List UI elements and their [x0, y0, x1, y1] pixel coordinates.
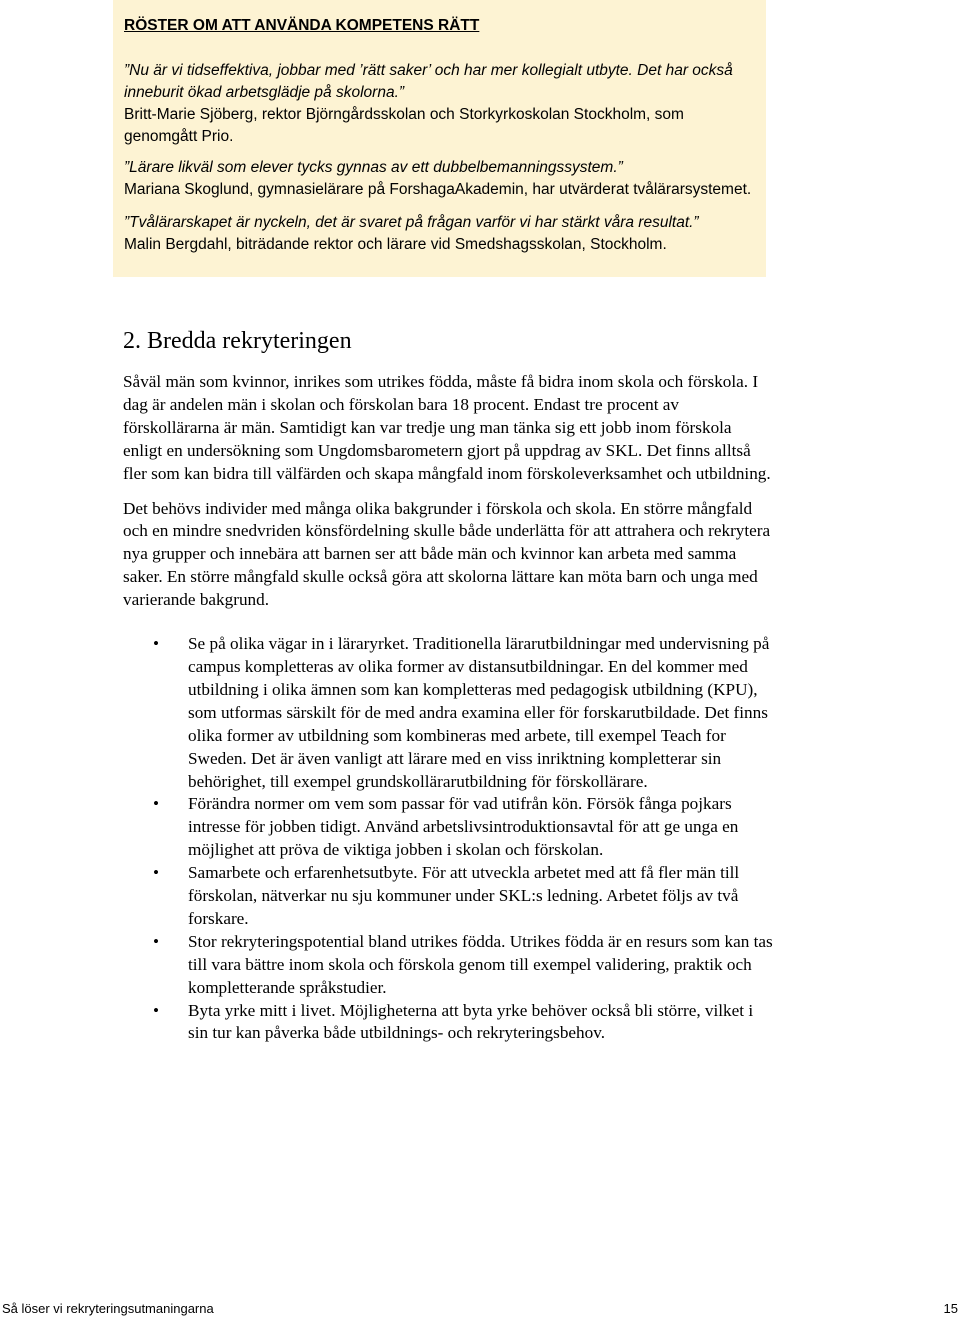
quote-item [124, 212, 756, 256]
bullet-icon: • [153, 794, 160, 814]
body-paragraph: Såväl män som kvinnor, inrikes som utrikes födda, måste få bidra inom skola och förskola. I dag är andelen män i skolan och förskolan bara 18 procent. Endast tre procent av förskollärarna är män. Samtidigt kan var tredje ung man tänka sig ett jobb inom förskola enligt en undersökning som Ungdomsbarometern gjort på uppdrag av SKL. Det finns alltså fler som kan bidra till välfärden och skapa mångfald inom förskoleverksamhet och utbildning. [123, 372, 771, 483]
quote-text: ”Nu är vi tidseffektiva, jobbar med ’rätt saker’ och har mer kollegialt utbyte. Det har också inneburit ökad arbetsglädje på skolorna.” [124, 62, 733, 101]
list-item-text: Byta yrke mitt i livet. Möjligheterna att byta yrke behöver också bli större, vilket i sin tur kan påverka både utbildnings- och rekryteringsbehov. [188, 1000, 754, 1043]
list-item-text: Se på olika vägar in i läraryrket. Traditionella lärarutbildningar med undervisning på campus kompletteras av olika former av distansutbildningar. En del kommer med utbildning i olika ämnen som kan kompletteras med pedagogisk utbildning (KPU), som utformas särskilt för de med andra examina eller för forskarutbildade. Det finns olika former av utbildning som kombineras med arbete, till exempel Teach for Sweden. Det är även vanligt att lärare med en viss inriktning kompletterar sin behörighet, till exempel grundskollärarutbildning för förskollärare. [188, 634, 770, 791]
page-footer [0, 1300, 960, 1317]
quote-text: ”Lärare likväl som elever tycks gynnas av ett dubbelbemanningssystem.” [124, 159, 623, 176]
quote-attribution: Malin Bergdahl, biträdande rektor och lärare vid Smedshagsskolan, Stockholm. [124, 236, 667, 253]
bullet-icon: • [153, 634, 160, 654]
footer-title: Så löser vi rekryteringsutmaningarna [2, 1301, 214, 1316]
quote-attribution: Britt-Marie Sjöberg, rektor Björngårdsskolan och Storkyrkoskolan Stockholm, som genomgått Prio. [124, 106, 684, 145]
quote-item [124, 157, 756, 201]
quote-attribution: Mariana Skoglund, gymnasielärare på ForshagaAkademin, har utvärderat tvålärarsystemet. [124, 181, 752, 198]
list-item [122, 633, 773, 793]
list-item-text: Samarbete och erfarenhetsutbyte. För att utveckla arbetet med att få fler män till förskolan, nätverkar nu sju kommuner under SKL:s ledning. Arbetet följs av två forskare. [188, 863, 740, 928]
list-item-text: Stor rekryteringspotential bland utrikes födda. Utrikes födda är en resurs som kan tas till vara bättre inom skola och förskola genom till exempel validering, praktik och kompletterande språkstudier. [188, 931, 773, 997]
bullet-list [123, 633, 773, 1045]
body-paragraph: Det behövs individer med många olika bakgrunder i förskola och skola. En större mångfald och en mindre snedvriden könsfördelning skulle både underlätta för att attrahera och rekrytera nya grupper och innebära att barnen ser att både män och kvinnor kan arbeta med samma saker. En större mångfald skulle också göra att skolorna lättare kan möta barn och unga med varierande bakgrund. [123, 498, 771, 610]
quote-text: ”Tvålärarskapet är nyckeln, det är svaret på frågan varför vi har stärkt våra resultat.” [124, 214, 699, 231]
list-item [122, 931, 773, 1000]
bullet-icon: • [153, 931, 160, 951]
quote-item [124, 60, 756, 148]
section-heading: 2. Bredda rekryteringen [123, 328, 352, 354]
list-item [122, 862, 773, 931]
quote-box [113, 0, 766, 277]
page-number: 15 [943, 1301, 958, 1316]
bullet-icon: • [153, 863, 160, 883]
main-content [123, 326, 773, 1045]
bullet-icon: • [153, 1000, 160, 1020]
list-item [122, 1000, 773, 1046]
list-item [122, 793, 773, 862]
quote-box-title: RÖSTER OM ATT ANVÄNDA KOMPETENS RÄTT [124, 17, 480, 34]
list-item-text: Förändra normer om vem som passar för vad utifrån kön. Försök fånga pojkars intresse för jobben tidigt. Använd arbetslivsintroduktionsavtal för att ge unga en möjlighet att pröva de viktiga jobben i skolan och förskolan. [188, 794, 739, 860]
